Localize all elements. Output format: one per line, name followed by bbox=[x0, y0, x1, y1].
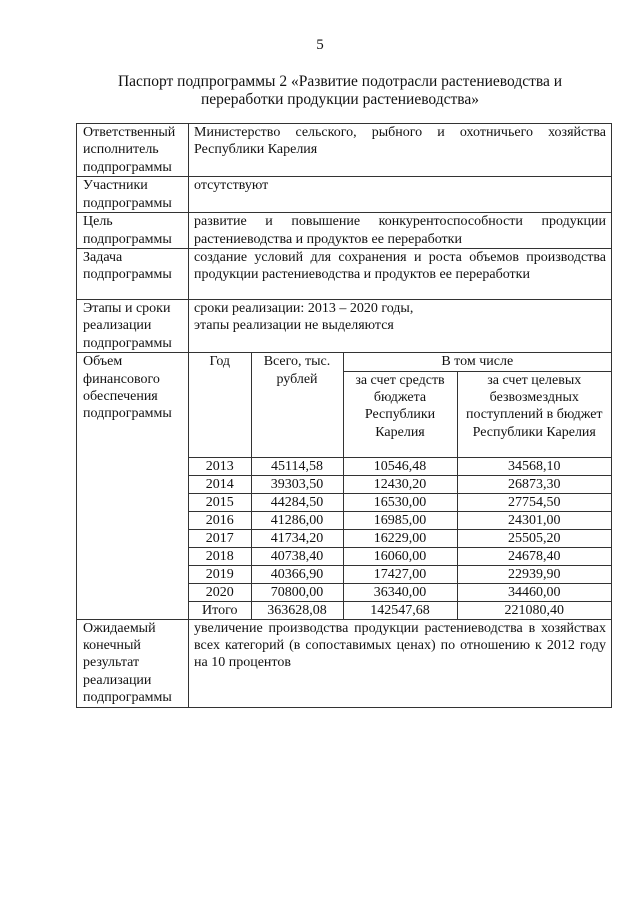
financing-total-row bbox=[189, 601, 611, 619]
passport-table bbox=[76, 123, 612, 708]
cell-budget: 10546,48 bbox=[343, 457, 457, 475]
stages-line: этапы реализации не выделяются bbox=[194, 318, 394, 334]
cell-budget: 142547,68 bbox=[343, 601, 457, 619]
title-line-2: переработки продукции растениеводства» bbox=[200, 91, 480, 108]
cell-total: 70800,00 bbox=[251, 583, 343, 601]
financing-row bbox=[189, 475, 611, 493]
cell-budget: 12430,20 bbox=[343, 475, 457, 493]
cell-budget: 16985,00 bbox=[343, 511, 457, 529]
financing-table bbox=[189, 353, 611, 618]
page-number: 5 bbox=[316, 37, 324, 53]
row-responsible-executor bbox=[77, 124, 612, 177]
financing-cell bbox=[189, 353, 612, 619]
financing-header-row-1 bbox=[189, 353, 611, 371]
row-task bbox=[77, 249, 612, 300]
row-value: развитие и повышение конкурентоспособности продукции растениеводства и продуктов ее переработки bbox=[189, 213, 612, 249]
row-value: увеличение производства продукции растениеводства в хозяйствах всех категорий (в сопоставимых ценах) по отношению к 2012 году на 10 процентов bbox=[189, 619, 612, 707]
row-participants bbox=[77, 177, 612, 213]
cell-budget: 36340,00 bbox=[343, 583, 457, 601]
cell-target: 27754,50 bbox=[457, 493, 611, 511]
row-label: Ожидаемый конечный результат реализации подпрограммы bbox=[77, 619, 189, 707]
cell-year: 2019 bbox=[189, 565, 251, 583]
title-line-1: Паспорт подпрограммы 2 «Развитие подотрасли растениеводства и bbox=[117, 73, 563, 90]
header-including: В том числе bbox=[343, 353, 611, 371]
cell-total: 44284,50 bbox=[251, 493, 343, 511]
row-financing bbox=[77, 353, 612, 619]
cell-total: 363628,08 bbox=[251, 601, 343, 619]
cell-year: 2017 bbox=[189, 529, 251, 547]
cell-year: 2016 bbox=[189, 511, 251, 529]
header-budget: за счет средств бюджета Республики Карелия bbox=[343, 371, 457, 457]
cell-target: 22939,90 bbox=[457, 565, 611, 583]
header-year: Год bbox=[189, 353, 251, 457]
cell-budget: 16530,00 bbox=[343, 493, 457, 511]
financing-row bbox=[189, 565, 611, 583]
cell-year: Итого bbox=[189, 601, 251, 619]
cell-target: 24678,40 bbox=[457, 547, 611, 565]
cell-year: 2015 bbox=[189, 493, 251, 511]
row-value: Министерство сельского, рыбного и охотничьего хозяйства Республики Карелия bbox=[189, 124, 612, 177]
row-label: Участники подпрограммы bbox=[77, 177, 189, 213]
row-value bbox=[189, 300, 612, 353]
cell-budget: 16229,00 bbox=[343, 529, 457, 547]
financing-row bbox=[189, 511, 611, 529]
document-title bbox=[80, 73, 600, 109]
row-label: Задача подпрограммы bbox=[77, 249, 189, 300]
cell-budget: 17427,00 bbox=[343, 565, 457, 583]
row-goal bbox=[77, 213, 612, 249]
financing-row bbox=[189, 547, 611, 565]
row-label: Объем финансового обеспечения подпрограммы bbox=[77, 353, 189, 619]
cell-year: 2020 bbox=[189, 583, 251, 601]
cell-total: 40738,40 bbox=[251, 547, 343, 565]
cell-year: 2013 bbox=[189, 457, 251, 475]
cell-total: 45114,58 bbox=[251, 457, 343, 475]
financing-row bbox=[189, 493, 611, 511]
financing-row bbox=[189, 457, 611, 475]
cell-total: 39303,50 bbox=[251, 475, 343, 493]
financing-row bbox=[189, 583, 611, 601]
terms-line: сроки реализации: 2013 – 2020 годы, bbox=[194, 301, 414, 317]
cell-total: 41734,20 bbox=[251, 529, 343, 547]
cell-total: 41286,00 bbox=[251, 511, 343, 529]
row-value: создание условий для сохранения и роста объемов производства продукции растениеводства и продуктов ее переработки bbox=[189, 249, 612, 300]
cell-budget: 16060,00 bbox=[343, 547, 457, 565]
row-label: Цель подпрограммы bbox=[77, 213, 189, 249]
financing-row bbox=[189, 529, 611, 547]
header-total: Всего, тыс. рублей bbox=[251, 353, 343, 457]
cell-target: 24301,00 bbox=[457, 511, 611, 529]
row-value: отсутствуют bbox=[189, 177, 612, 213]
cell-target: 25505,20 bbox=[457, 529, 611, 547]
row-label: Ответственный исполнитель подпрограммы bbox=[77, 124, 189, 177]
header-target: за счет целевых безвозмездных поступлений в бюджет Республики Карелия bbox=[457, 371, 611, 457]
cell-year: 2018 bbox=[189, 547, 251, 565]
cell-target: 34460,00 bbox=[457, 583, 611, 601]
cell-total: 40366,90 bbox=[251, 565, 343, 583]
cell-target: 221080,40 bbox=[457, 601, 611, 619]
row-stages-terms bbox=[77, 300, 612, 353]
row-label: Этапы и сроки реализации подпрограммы bbox=[77, 300, 189, 353]
row-expected-result bbox=[77, 619, 612, 707]
cell-year: 2014 bbox=[189, 475, 251, 493]
cell-target: 34568,10 bbox=[457, 457, 611, 475]
cell-target: 26873,30 bbox=[457, 475, 611, 493]
